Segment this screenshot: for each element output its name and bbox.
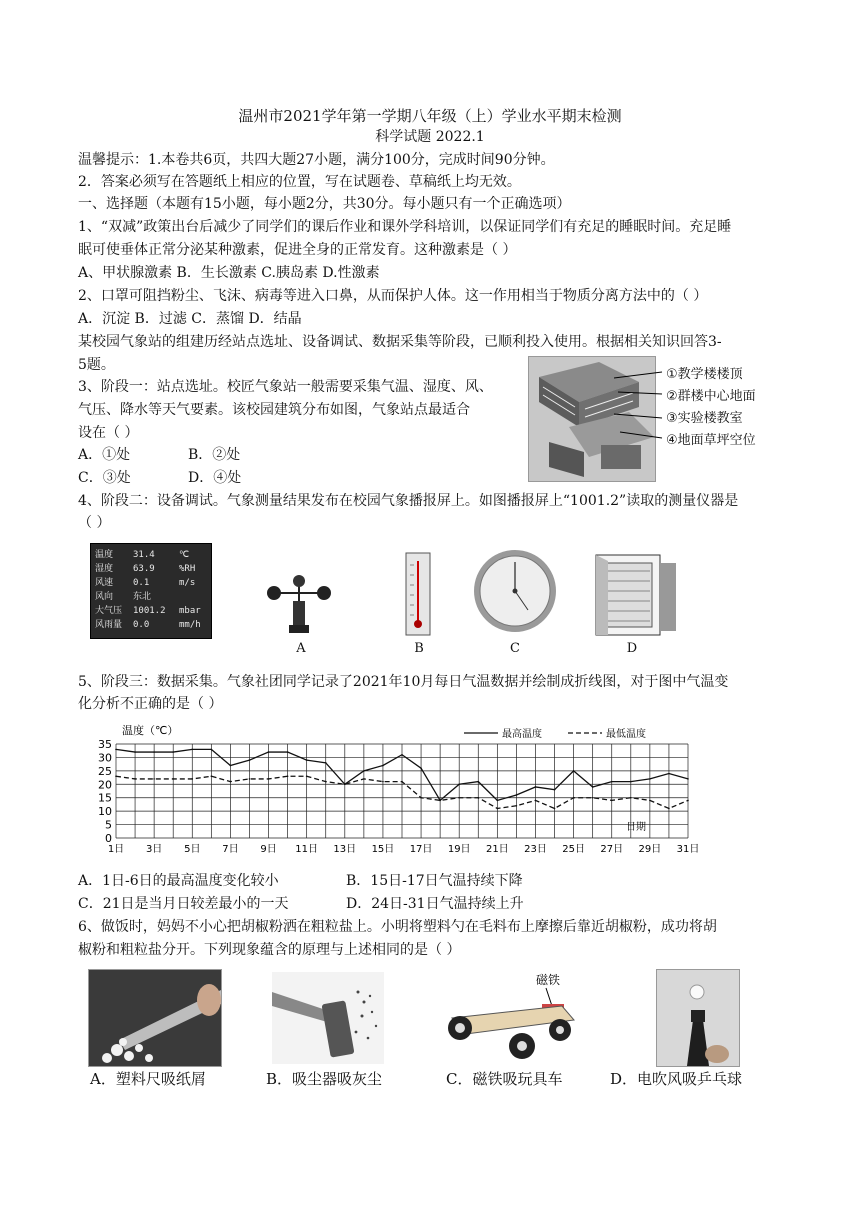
data-point-max	[268, 751, 270, 753]
data-point-min	[573, 797, 575, 799]
instrument-label-a: A	[296, 641, 306, 656]
data-point-min	[363, 778, 365, 780]
x-tick-label: 1日	[107, 844, 125, 855]
q3-option-a: A．①处	[78, 447, 131, 463]
section-heading: 一、选择题（本题有15小题，每小题2分，共30分。每小题只有一个正确选项）	[78, 196, 571, 212]
data-point-max	[172, 751, 174, 753]
q3-option-d: D．④处	[188, 470, 242, 486]
campus-legend	[654, 356, 784, 450]
data-point-min	[287, 775, 289, 777]
instrument-label-d: D	[626, 641, 638, 656]
plastic-ruler-drawing	[89, 970, 221, 1066]
data-point-max	[115, 749, 117, 751]
thermometer-drawing	[403, 551, 433, 637]
q6-caption-a: A．塑料尺吸纸屑	[90, 1070, 206, 1088]
data-point-min	[325, 781, 327, 783]
screen-unit: %RH	[179, 564, 196, 574]
data-point-min	[477, 797, 479, 799]
legend-item-4: ④地面草坪空位	[666, 433, 756, 448]
weather-shelter-drawing	[594, 553, 678, 637]
data-point-max	[211, 749, 213, 751]
group-intro-1: 某校园气象站的组建历经站点选址、设备调试、数据采集等阶段，已顺利投入使用。根据相关知识回答3-	[78, 334, 722, 350]
data-point-max	[497, 800, 499, 802]
screen-row	[95, 562, 207, 576]
data-point-max	[363, 770, 365, 772]
screen-label: 风雨量	[95, 620, 123, 630]
data-point-max	[134, 751, 136, 753]
data-point-min	[401, 781, 403, 783]
data-point-min	[211, 775, 213, 777]
data-point-min	[516, 805, 518, 807]
data-point-max	[573, 770, 575, 772]
x-tick-label: 31日	[676, 844, 700, 855]
legend-item-1: ①教学楼楼顶	[666, 367, 743, 382]
q5-option-b: B．15日-17日气温持续下降	[346, 873, 523, 889]
notice-line-2: 2．答案必须写在答题纸上相应的位置，写在试题卷、草稿纸上均无效。	[78, 174, 521, 190]
x-tick-label: 13日	[333, 844, 357, 855]
data-point-max	[630, 781, 632, 783]
hair-dryer-ball-image	[656, 969, 740, 1067]
q2-stem: 2、口罩可阻挡粉尘、飞沫、病毒等进入口鼻，从而保护人体。这一作用相当于物质分离方法中的（ ）	[78, 288, 708, 304]
screen-label: 湿度	[95, 564, 114, 574]
data-point-max	[191, 749, 193, 751]
chart-xlabel: 日期	[626, 822, 646, 833]
data-point-min	[420, 797, 422, 799]
q2-options: A．沉淀 B．过滤 C．蒸馏 D．结晶	[78, 311, 302, 327]
screen-value: 0.1	[133, 578, 150, 588]
y-tick-label: 0	[105, 832, 112, 845]
q3-option-c: C．③处	[78, 470, 131, 486]
y-tick-label: 5	[105, 818, 112, 832]
screen-row	[95, 548, 207, 562]
instrument-label-c: C	[510, 641, 520, 656]
data-point-max	[287, 751, 289, 753]
anemometer-drawing	[265, 573, 333, 637]
screen-row	[95, 590, 207, 604]
data-point-max	[592, 786, 594, 788]
screen-label: 风速	[95, 578, 114, 588]
q1-options: A、甲状腺激素 B．生长激素 C.胰岛素 D.性激素	[78, 265, 380, 281]
screen-unit: mbar	[179, 606, 201, 616]
x-tick-label: 25日	[562, 844, 585, 855]
data-point-max	[382, 765, 384, 767]
data-point-max	[306, 759, 308, 761]
y-tick-label: 25	[98, 764, 112, 778]
magnet-label: 磁铁	[536, 973, 561, 987]
q6-caption-c: C．磁铁吸玩具车	[446, 1070, 563, 1088]
data-point-max	[668, 773, 670, 775]
q1-stem-1: 1、“双减”政策出台后减少了同学们的课后作业和课外学科培训，以保证同学们有充足的睡眠时间。充足睡	[78, 219, 732, 235]
data-point-min	[306, 775, 308, 777]
data-point-max	[249, 759, 251, 761]
q3-stem-2: 气压、降水等天气要素。该校园建筑分布如图，气象站点最适合	[78, 402, 470, 418]
plastic-ruler-paper-image	[88, 969, 222, 1067]
q5-option-d: D．24日-31日气温持续上升	[346, 896, 524, 912]
legend-label-max: 最高温度	[502, 729, 542, 740]
screen-label: 大气压	[95, 606, 123, 616]
legend-item-2: ②群楼中心地面	[666, 389, 756, 404]
y-tick-label: 35	[98, 738, 112, 751]
notice-line-1: 温馨提示：1.本卷共6页，共四大题27小题，满分100分，完成时间90分钟。	[78, 152, 555, 168]
q3-option-b: B．②处	[188, 447, 241, 463]
hair-dryer-drawing	[657, 970, 739, 1066]
x-tick-label: 27日	[600, 844, 624, 855]
q4-stem-1: 4、阶段二：设备调试。气象测量结果发布在校园气象播报屏上。如图播报屏上“1001.2”读取的测量仪器是	[78, 493, 739, 509]
x-tick-label: 19日	[447, 844, 471, 855]
x-tick-label: 29日	[638, 844, 662, 855]
anemometer-image	[265, 573, 333, 637]
exam-title: 温州市2021学年第一学期八年级（上）学业水平期末检测	[238, 107, 622, 125]
q5-option-a: A．1日-6日的最高温度变化较小	[78, 873, 279, 889]
data-point-min	[458, 797, 460, 799]
q6-stem-2: 椒粉和粗粒盐分开。下列现象蕴含的原理与上述相同的是（ ）	[78, 942, 461, 958]
data-point-min	[687, 800, 689, 802]
x-tick-label: 15日	[371, 844, 395, 855]
data-point-max	[401, 754, 403, 756]
x-tick-label: 9日	[260, 844, 277, 855]
data-point-min	[153, 778, 155, 780]
data-point-min	[592, 797, 594, 799]
legend-label-min: 最低温度	[606, 729, 646, 740]
data-point-min	[630, 797, 632, 799]
data-point-max	[687, 778, 689, 780]
data-point-min	[134, 778, 136, 780]
legend-item-3: ③实验楼教室	[666, 411, 743, 426]
x-tick-label: 21日	[485, 844, 509, 855]
data-point-min	[249, 778, 251, 780]
data-point-min	[611, 800, 613, 802]
data-point-max	[458, 783, 460, 785]
barometer-drawing	[472, 548, 558, 634]
data-point-max	[554, 789, 556, 791]
data-point-max	[153, 751, 155, 753]
x-tick-label: 7日	[222, 844, 239, 855]
q6-stem-1: 6、做饭时，妈妈不小心把胡椒粉洒在粗粒盐上。小明将塑料勺在毛料布上摩擦后靠近胡椒粉，成功将胡	[78, 919, 717, 935]
q1-stem-2: 眠可使垂体正常分泌某种激素，促进全身的正常发育。这种激素是（ ）	[78, 242, 517, 258]
chart-ylabel: 温度（℃）	[122, 724, 179, 737]
y-tick-label: 10	[98, 805, 112, 819]
instrument-label-b: B	[414, 641, 424, 656]
thermometer-image	[403, 551, 433, 637]
screen-value: 31.4	[133, 550, 155, 560]
x-tick-label: 11日	[295, 844, 319, 855]
screen-row	[95, 576, 207, 590]
barometer-image	[472, 548, 558, 634]
magnet-toy-car-image	[442, 970, 584, 1066]
data-point-max	[649, 778, 651, 780]
exam-subtitle: 科学试题 2022.1	[375, 129, 485, 145]
data-point-min	[344, 783, 346, 785]
q4-stem-2: （ ）	[78, 515, 111, 531]
data-point-max	[420, 767, 422, 769]
q5-stem-1: 5、阶段三：数据采集。气象社团同学记录了2021年10月每日气温数据并绘制成折线图，对于图中气温变	[78, 674, 729, 690]
screen-row	[95, 618, 207, 632]
y-tick-label: 15	[98, 791, 112, 805]
magnet-toy-car-drawing	[442, 970, 584, 1066]
screen-label: 温度	[95, 550, 114, 560]
screen-unit: ℃	[179, 550, 190, 560]
screen-value: 1001.2	[133, 606, 166, 616]
screen-row	[95, 604, 207, 618]
q6-caption-d: D．电吹风吸乒乓球	[610, 1070, 743, 1088]
x-tick-label: 17日	[409, 844, 433, 855]
data-point-min	[535, 800, 537, 802]
y-tick-label: 20	[98, 778, 112, 792]
legend-leader-lines	[614, 356, 664, 450]
q5-stem-2: 化分析不正确的是（ ）	[78, 696, 223, 712]
q6-caption-b: B．吸尘器吸灰尘	[266, 1070, 383, 1088]
data-point-max	[230, 765, 232, 767]
data-point-min	[382, 781, 384, 783]
data-point-min	[191, 778, 193, 780]
x-tick-label: 23日	[524, 844, 547, 855]
data-point-min	[230, 781, 232, 783]
x-tick-label: 3日	[145, 844, 163, 855]
group-intro-2: 5题。	[78, 357, 115, 373]
data-point-max	[325, 762, 327, 764]
data-point-min	[554, 808, 556, 810]
q3-stem-1: 3、阶段一：站点选址。校匠气象站一般需要采集气温、湿度、风、	[78, 379, 493, 395]
screen-unit	[179, 590, 207, 604]
temperature-line-chart	[78, 722, 708, 856]
weather-display-screen	[90, 543, 212, 639]
data-point-max	[535, 786, 537, 788]
y-tick-label: 30	[98, 751, 112, 765]
x-tick-label: 5日	[184, 844, 201, 855]
data-point-min	[115, 775, 117, 777]
data-point-max	[477, 781, 479, 783]
screen-label: 风向	[95, 592, 114, 602]
q3-stem-3: 设在（ ）	[78, 425, 139, 441]
data-point-min	[172, 778, 174, 780]
data-point-min	[668, 808, 670, 810]
vacuum-cleaner-image	[272, 972, 384, 1064]
data-point-min	[649, 800, 651, 802]
data-point-min	[268, 778, 270, 780]
screen-unit: m/s	[179, 578, 196, 588]
data-point-max	[516, 794, 518, 796]
screen-unit: mm/h	[179, 620, 201, 630]
screen-value: 东北	[133, 592, 152, 602]
data-point-max	[611, 781, 613, 783]
q5-option-c: C．21日是当月日较差最小的一天	[78, 896, 289, 912]
screen-value: 0.0	[133, 620, 150, 630]
data-point-min	[497, 808, 499, 810]
data-point-min	[439, 800, 441, 802]
screen-value: 63.9	[133, 564, 155, 574]
weather-shelter-image	[594, 553, 678, 637]
vacuum-cleaner-drawing	[272, 972, 384, 1064]
